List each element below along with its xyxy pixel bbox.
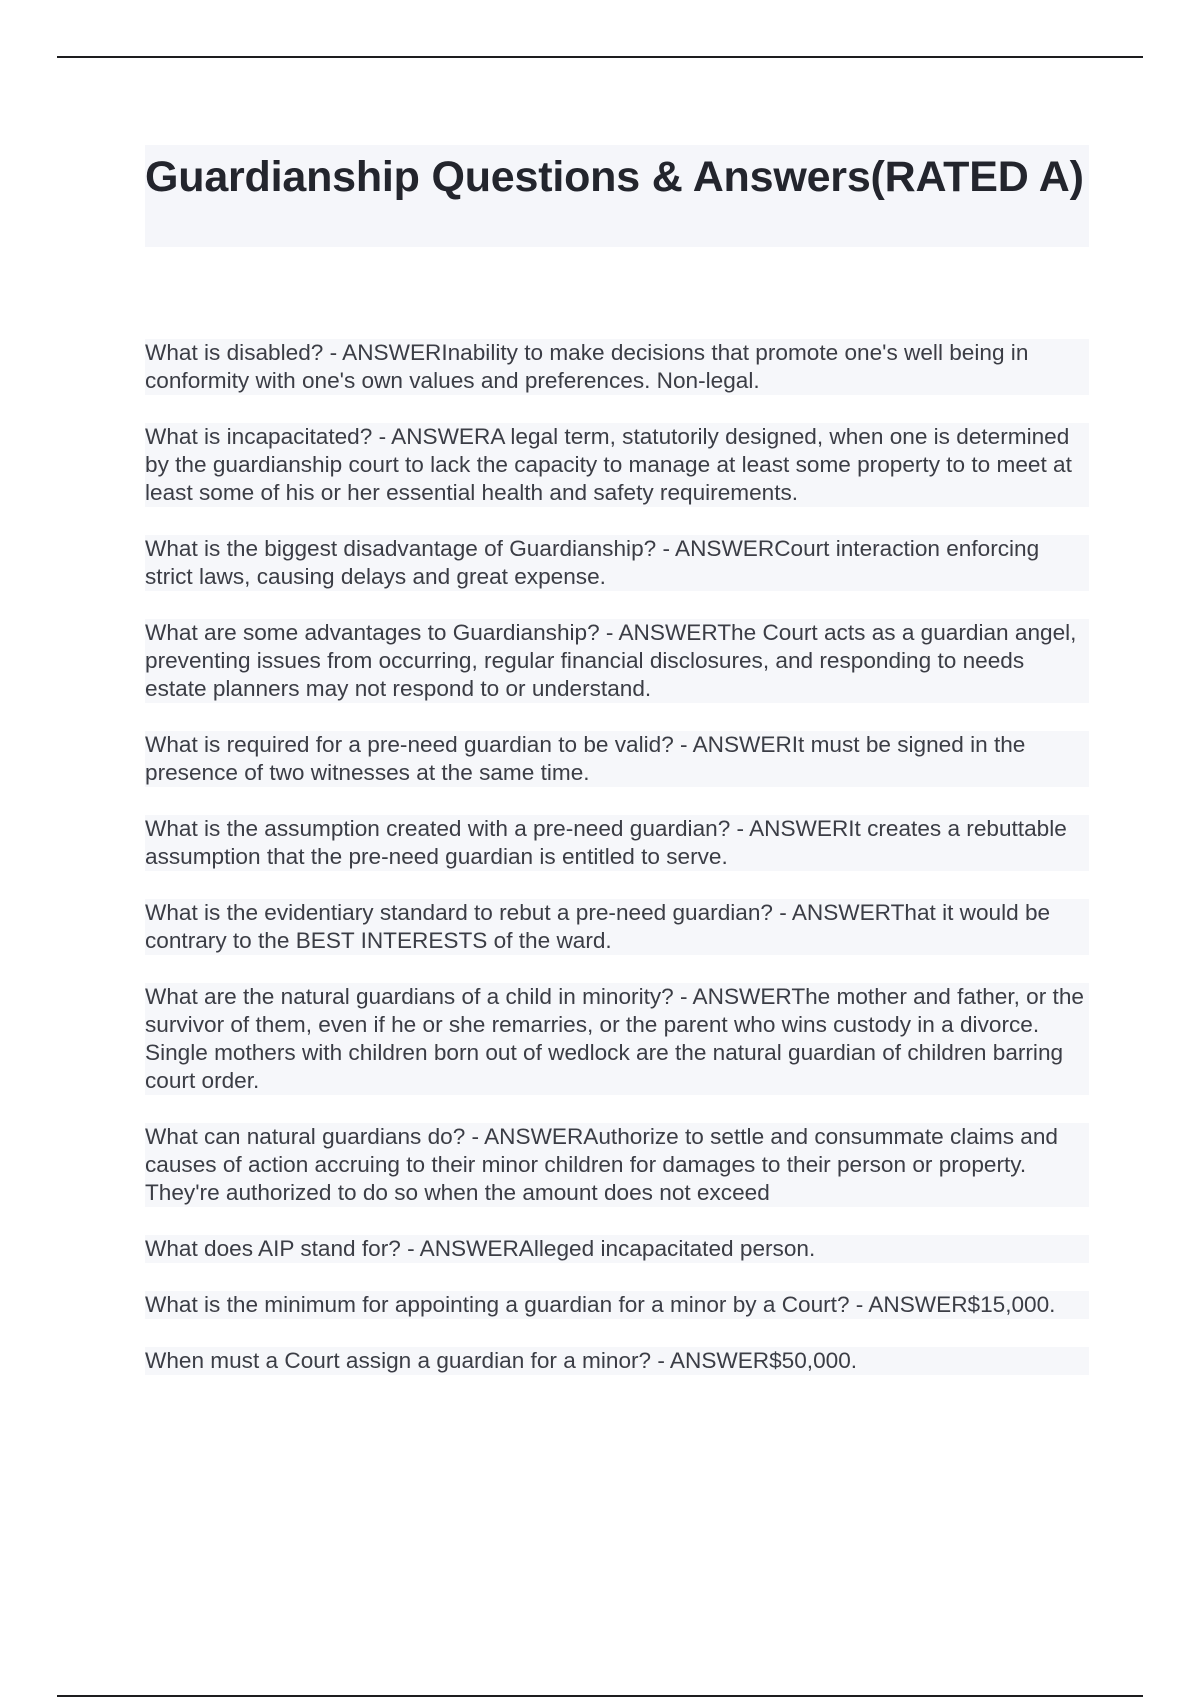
- document-body: [145, 145, 1089, 1403]
- bottom-divider: [57, 1695, 1143, 1697]
- qa-item: What is the evidentiary standard to rebut a pre-need guardian? - ANSWERThat it would be contrary to the BEST INTERESTS of the ward.: [145, 899, 1089, 955]
- title-block: [145, 145, 1089, 247]
- qa-item: What is disabled? - ANSWERInability to make decisions that promote one's well being in conformity with one's own values and preferences. Non-legal.: [145, 339, 1089, 395]
- qa-item: What are the natural guardians of a child in minority? - ANSWERThe mother and father, or the survivor of them, even if he or she remarries, or the parent who wins custody in a divorce. Single mothers with children born out of wedlock are the natural guardian of children barring court order.: [145, 983, 1089, 1095]
- qa-item: What is the biggest disadvantage of Guardianship? - ANSWERCourt interaction enforcing strict laws, causing delays and great expense.: [145, 535, 1089, 591]
- qa-item: What is required for a pre-need guardian to be valid? - ANSWERIt must be signed in the presence of two witnesses at the same time.: [145, 731, 1089, 787]
- qa-item: When must a Court assign a guardian for a minor? - ANSWER$50,000.: [145, 1347, 1089, 1375]
- qa-item: What is incapacitated? - ANSWERA legal term, statutorily designed, when one is determined by the guardianship court to lack the capacity to manage at least some property to to meet at least some of his or her essential health and safety requirements.: [145, 423, 1089, 507]
- qa-list: [145, 339, 1089, 1375]
- qa-item: What does AIP stand for? - ANSWERAlleged incapacitated person.: [145, 1235, 1089, 1263]
- document-title: Guardianship Questions & Answers(RATED A): [145, 153, 1084, 201]
- top-divider: [57, 56, 1143, 58]
- qa-item: What is the minimum for appointing a guardian for a minor by a Court? - ANSWER$15,000.: [145, 1291, 1089, 1319]
- qa-item: What can natural guardians do? - ANSWERAuthorize to settle and consummate claims and causes of action accruing to their minor children for damages to their person or property. They're authorized to do so when the amount does not exceed: [145, 1123, 1089, 1207]
- qa-item: What is the assumption created with a pre-need guardian? - ANSWERIt creates a rebuttable assumption that the pre-need guardian is entitled to serve.: [145, 815, 1089, 871]
- qa-item: What are some advantages to Guardianship? - ANSWERThe Court acts as a guardian angel, preventing issues from occurring, regular financial disclosures, and responding to needs estate planners may not respond to or understand.: [145, 619, 1089, 703]
